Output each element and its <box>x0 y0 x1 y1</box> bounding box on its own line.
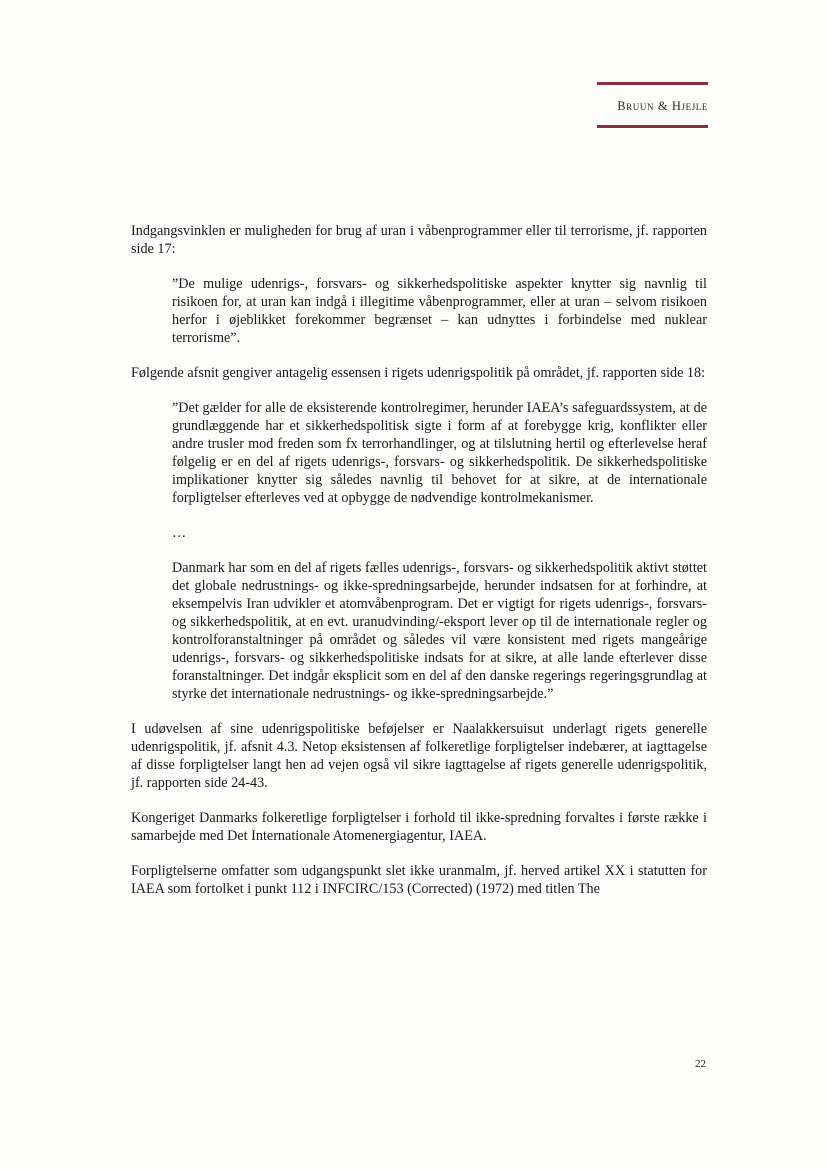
letterhead-bottom-rule <box>597 125 708 128</box>
paragraph-intro: Indgangsvinklen er muligheden for brug af uran i våbenprogrammer eller til terrorisme, jf. rapporten side 17: <box>131 223 707 257</box>
paragraph-essence: Følgende afsnit gengiver antagelig essensen i rigets udenrigspolitik på området, jf. rapporten side 18: <box>131 365 706 381</box>
quote-report-page-17: ”De mulige udenrigs-, forsvars- og sikkerhedspolitiske aspekter knytter sig navnlig til risikoen for, at uran kan indgå i illegitime våbenprogrammer, eller at uran – selvom risikoen herfor i øjeblikket forekommer begrænset – kan udnyttes i forbindelse med nuklear terrorisme”. <box>172 276 707 346</box>
paragraph-iaea: Kongeriget Danmarks folkeretlige forpligtelser i forhold til ikke-spredning forvaltes i første række i samarbejde med Det Internationale Atomenergiagentur, IAEA. <box>131 810 707 844</box>
firm-name: Bruun & Hjejle <box>617 99 708 113</box>
body-text <box>131 222 707 915</box>
quote-ellipsis: … <box>172 525 187 541</box>
quote-report-page-18: ”Det gælder for alle de eksisterende kontrolregimer, herunder IAEA’s safeguardssystem, at de grundlæggende har et sikkerhedspolitisk sigte i form af at forebygge krig, konflikter eller andre trusler mod freden som fx terrorhandlinger, og at tilslutning hertil og efterlevelse heraf følgelig er en del af rigets udenrigs-, forsvars- og sikkerhedspolitik. De sikkerhedspolitiske implikationer knytter sig således navnlig til behovet for at sikre, at de internationale forpligtelser efterleves ved at opbygge de nødvendige kontrolmekanismer. <box>172 400 707 506</box>
paragraph-naalakkersuisut: I udøvelsen af sine udenrigspolitiske beføjelser er Naalakkersuisut underlagt rigets generelle udenrigspolitik, jf. afsnit 4.3. Netop eksistensen af folkeretlige forpligtelser indebærer, at iagttagelse af disse forpligtelser langt hen ad vejen også vil sikre iagttagelse af rigets generelle udenrigspolitik, jf. rapporten side 24-43. <box>131 721 707 791</box>
letterhead <box>597 82 708 128</box>
quote-denmark-policy: Danmark har som en del af rigets fælles udenrigs-, forsvars- og sikkerhedspolitik aktivt støttet det globale nedrustnings- og ikke-spredningsarbejde, herunder indsatsen for at forhindre, at eksempelvis Iran udvikler et atomvåbenprogram. Det er vigtigt for rigets udenrigs-, forsvars- og sikkerhedspolitik, at en evt. uranudvinding/-eksport lever op til de internationale regler og kontrolforanstaltninger på området og således vil være konsistent med rigets mangeårige udenrigs-, forsvars- og sikkerhedspolitiske indsats for at sikre, at alle lande efterlever disse foranstaltninger. Det indgår eksplicit som en del af den danske regerings regeringsgrundlag at styrke det internationale nedrustnings- og ikke-spredningsarbejde.” <box>172 560 707 702</box>
page-number: 22 <box>695 1058 706 1070</box>
letterhead-top-rule <box>597 82 708 85</box>
paragraph-obligations: Forpligtelserne omfatter som udgangspunkt slet ikke uranmalm, jf. herved artikel XX i statutten for IAEA som fortolket i punkt 112 i INFCIRC/153 (Corrected) (1972) med titlen The <box>131 863 707 897</box>
